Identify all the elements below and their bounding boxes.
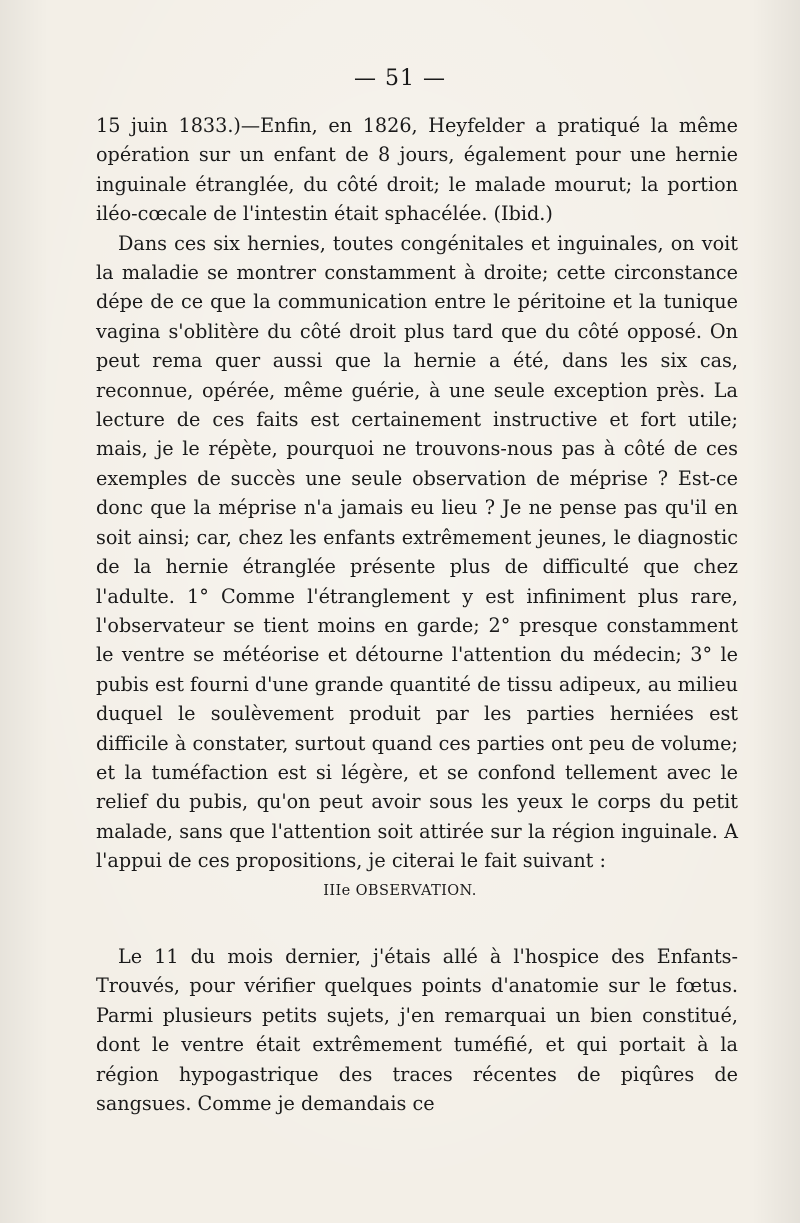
- main-text: [96, 111, 738, 876]
- observation-heading: IIIe OBSERVATION.: [323, 883, 477, 899]
- paragraph-continuation: 15 juin 1833.)—Enfin, en 1826, Heyfelder a pratiqué la même opération sur un enfant de 8 jours, également pour une hernie inguinale étranglée, du côté droit; le malade mourut; la portion iléo-cœcale de l'intestin était sphacélée. (Ibid.): [96, 114, 738, 226]
- observation-text: [96, 942, 738, 1118]
- page-number: — 51 —: [354, 66, 446, 91]
- paragraph-hernias-discussion: Dans ces six hernies, toutes congénitales et inguinales, on voit la maladie se montrer constamment à droite; cette circonstance dépe de ce que la communication entre le péritoine et la tunique vagina s'oblitère du côté droit plus tard que du côté opposé. On peut rema quer aussi que la hernie a été, dans les six cas, reconnue, opérée, même guérie, à une seule exception près. La lecture de ces faits est certainement instructive et fort utile; mais, je le répète, pourquoi ne trouvons-nous pas à côté de ces exemples de succès une seule observation de méprise ? Est-ce donc que la méprise n'a jamais eu lieu ? Je ne pense pas qu'il en soit ainsi; car, chez les enfants extrêmement jeunes, le diagnostic de la hernie étranglée présente plus de difficulté que chez l'adulte. 1° Comme l'étranglement y est infiniment plus rare, l'observateur se tient moins en garde; 2° presque constamment le ventre se météorise et détourne l'attention du médecin; 3° le pubis est fourni d'une grande quantité de tissu adipeux, au milieu duquel le soulèvement produit par les parties herniées est difficile à constater, surtout quand ces parties ont peu de volume; et la tuméfaction est si légère, et se confond tellement avec le relief du pubis, qu'on peut avoir sous les yeux le corps du petit malade, sans que l'attention soit attirée sur la région inguinale. A l'appui de ces propositions, je citerai le fait suivant :: [96, 231, 738, 873]
- observation-paragraph: Le 11 du mois dernier, j'étais allé à l'hospice des Enfants-Trouvés, pour vérifier quelques points d'anatomie sur le fœtus. Parmi plusieurs petits sujets, j'en remarquai un bien constitué, dont le ventre était extrêmement tuméfié, et qui portait à la région hypogastrique des traces récentes de piqûres de sangsues. Comme je demandais ce: [96, 945, 738, 1116]
